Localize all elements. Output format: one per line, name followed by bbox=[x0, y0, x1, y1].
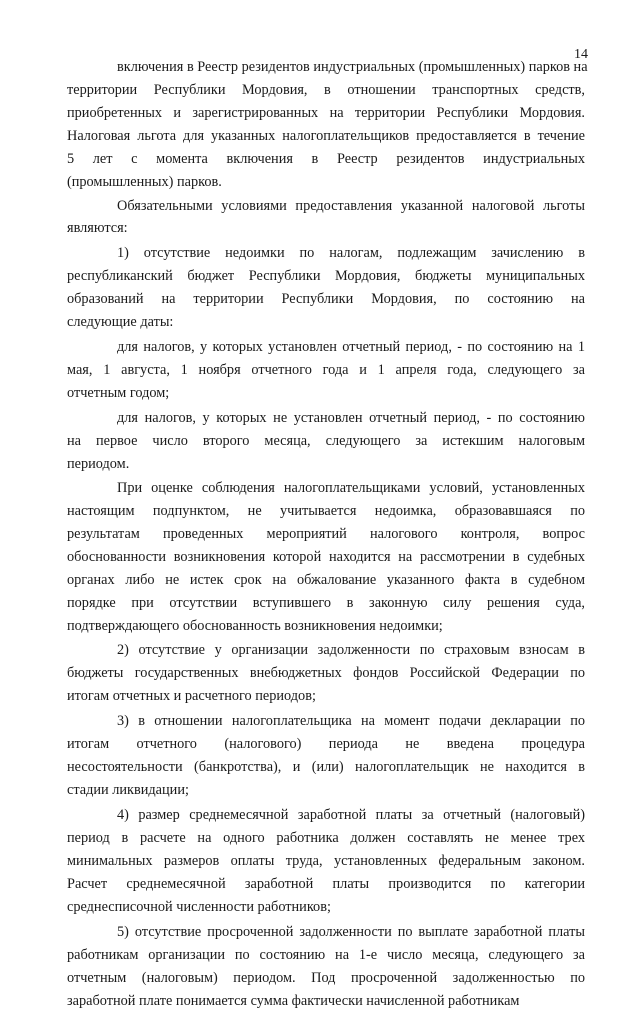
text-line: Обязательными условиями предоставления указанной налоговой льготы bbox=[117, 198, 585, 214]
text-line: периодом. bbox=[67, 456, 130, 472]
text-line: на первое число второго месяца, следующего за истекшим налоговым bbox=[67, 433, 585, 449]
text-line: территории Республики Мордовия, в отношении транспортных средств, bbox=[67, 82, 585, 98]
text-line: 1) отсутствие недоимки по налогам, подлежащим зачислению в bbox=[117, 245, 585, 261]
text-line: являются: bbox=[67, 220, 128, 236]
text-line: результатам проведенных мероприятий налогового контроля, вопрос bbox=[67, 526, 585, 542]
text-line: 5 лет с момента включения в Реестр резидентов индустриальных bbox=[67, 151, 585, 167]
text-line: настоящим подпунктом, не учитывается недоимка, образовавшаяся по bbox=[67, 503, 585, 519]
text-line: обоснованности возникновения которой находится на рассмотрении в судебных bbox=[67, 549, 585, 565]
text-line: образований на территории Республики Мордовия, по состоянию на bbox=[67, 291, 585, 307]
text-line: приобретенных и зарегистрированных на территории Республики Мордовия. bbox=[67, 105, 585, 121]
text-line: среднесписочной численности работников; bbox=[67, 899, 331, 915]
text-line: мая, 1 августа, 1 ноября отчетного года и 1 апреля года, следующего за bbox=[67, 362, 585, 378]
text-line: период в расчете на одного работника должен составлять не менее трех bbox=[67, 830, 585, 846]
text-line: для налогов, у которых не установлен отчетный период, - по состоянию bbox=[117, 410, 585, 426]
text-line: порядке при отсутствии вступившего в законную силу решения суда, bbox=[67, 595, 585, 611]
text-line: включения в Реестр резидентов индустриальных (промышленных) парков на bbox=[117, 59, 588, 75]
text-line: Расчет среднемесячной заработной платы производится по категории bbox=[67, 876, 585, 892]
text-line: несостоятельности (банкротства), и (или) налогоплательщик не находится в bbox=[67, 759, 585, 775]
text-line: 5) отсутствие просроченной задолженности по выплате заработной платы bbox=[117, 924, 585, 940]
page-number: 14 bbox=[574, 47, 588, 62]
text-line: отчетным (налоговым) периодом. Под просроченной задолженностью по bbox=[67, 970, 585, 986]
text-line: следующие даты: bbox=[67, 314, 174, 330]
text-line: для налогов, у которых установлен отчетный период, - по состоянию на 1 bbox=[117, 339, 585, 355]
text-line: итогам отчетного (налогового) периода не введена процедура bbox=[67, 736, 585, 752]
text-line: бюджеты государственных внебюджетных фондов Российской Федерации по bbox=[67, 665, 585, 681]
text-line: итогам отчетных и расчетного периодов; bbox=[67, 688, 316, 704]
text-line: 2) отсутствие у организации задолженности по страховым взносам в bbox=[117, 642, 585, 658]
text-line: Налоговая льгота для указанных налогоплательщиков предоставляется в течение bbox=[67, 128, 585, 144]
text-line: 3) в отношении налогоплательщика на момент подачи декларации по bbox=[117, 713, 585, 729]
text-line: подтверждающего обоснованность возникновения недоимки; bbox=[67, 618, 443, 634]
text-line: органах либо не истек срок на обжалование указанного факта в судебном bbox=[67, 572, 585, 588]
text-line: (промышленных) парков. bbox=[67, 174, 222, 190]
text-line: минимальных размеров оплаты труда, установленных федеральным законом. bbox=[67, 853, 585, 869]
text-line: республиканский бюджет Республики Мордовия, бюджеты муниципальных bbox=[67, 268, 585, 284]
text-line: 4) размер среднемесячной заработной платы за отчетный (налоговый) bbox=[117, 807, 585, 823]
text-line: стадии ликвидации; bbox=[67, 782, 189, 798]
text-line: заработной плате понимается сумма фактически начисленной работникам bbox=[67, 993, 520, 1009]
text-line: отчетным годом; bbox=[67, 385, 170, 401]
text-line: работникам организации по состоянию на 1-е число месяца, следующего за bbox=[67, 947, 585, 963]
text-line: При оценке соблюдения налогоплательщиками условий, установленных bbox=[117, 480, 585, 496]
